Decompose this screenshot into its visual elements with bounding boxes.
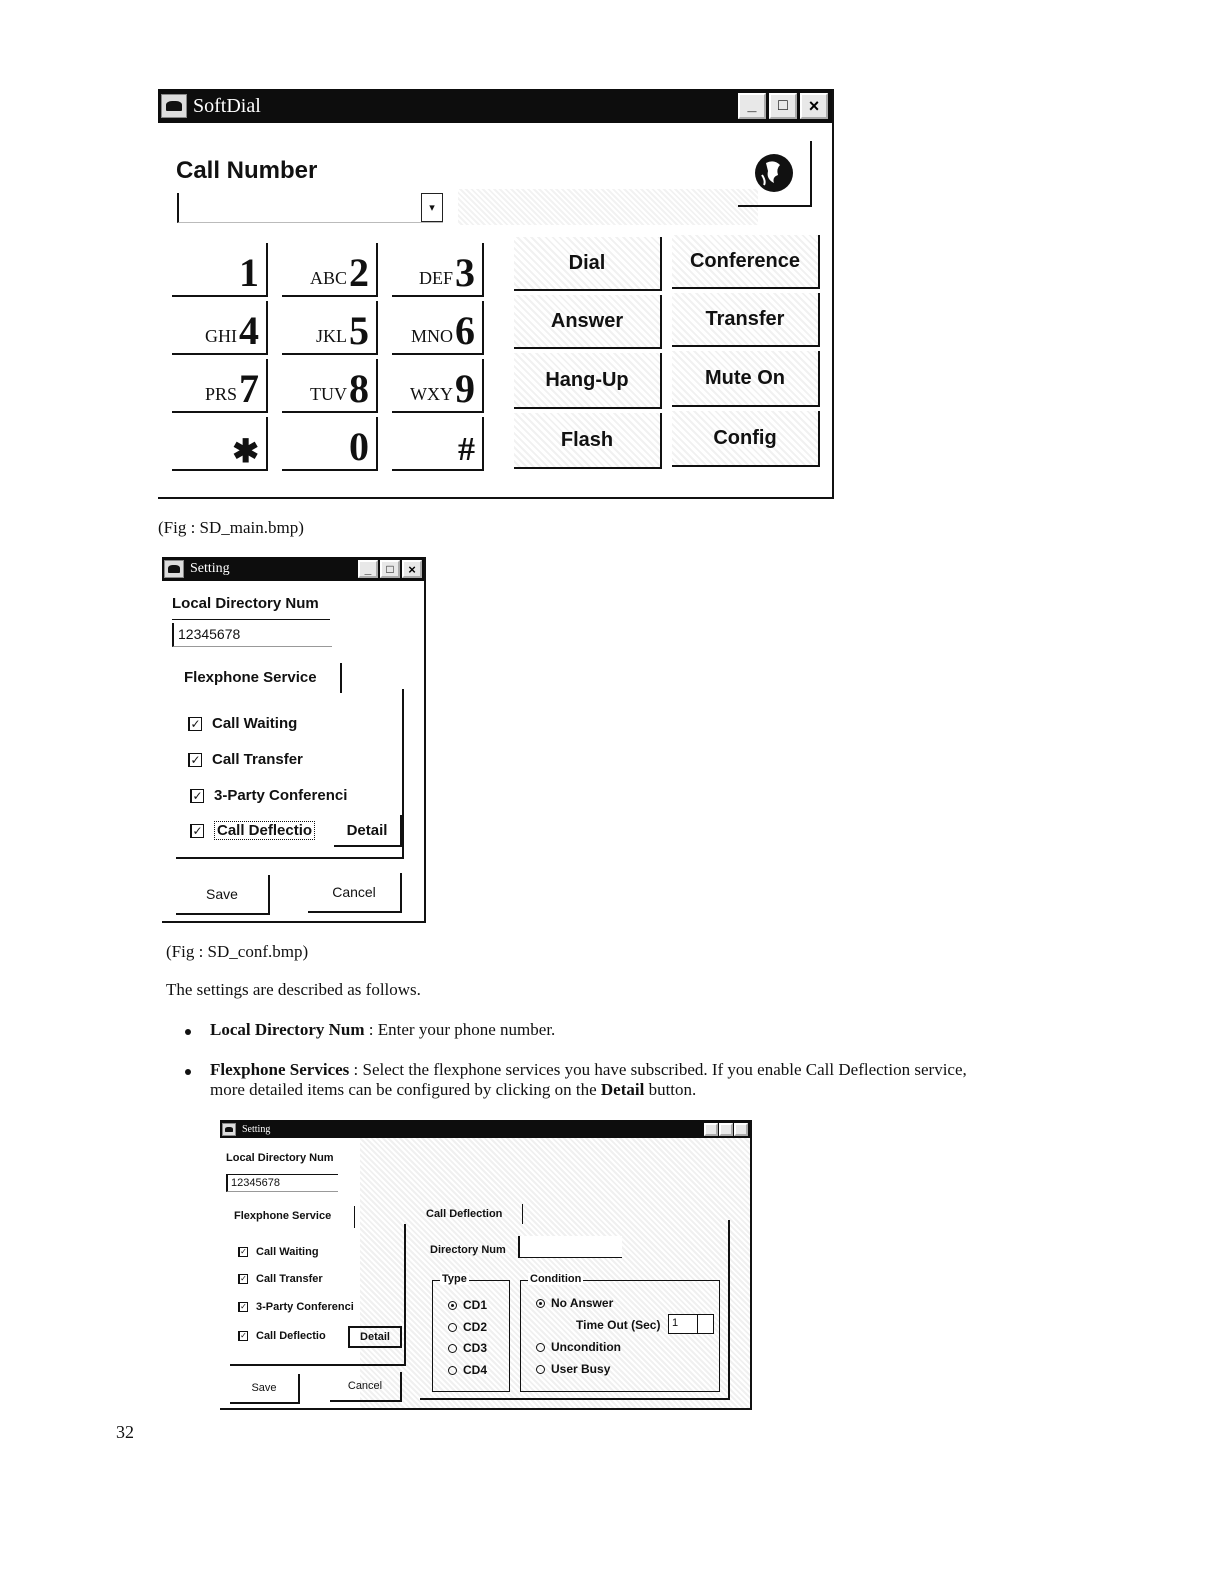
key-digit: ✱ (232, 433, 259, 469)
bullet-term: Flexphone Services (210, 1060, 350, 1079)
group-divider (340, 663, 342, 693)
key-7[interactable] (172, 359, 268, 413)
call-number-label: Call Number (176, 157, 318, 184)
checkmark-icon: ✓ (238, 1247, 248, 1257)
key-digit: # (458, 431, 475, 468)
checkbox-label: Call Deflectio (214, 821, 315, 840)
group-divider (522, 1204, 523, 1224)
group-frame-right (402, 689, 404, 857)
maximize-icon[interactable] (719, 1123, 733, 1136)
radio-label: CD3 (463, 1341, 488, 1355)
phone-icon (161, 94, 187, 118)
user-busy-radio[interactable] (536, 1362, 610, 1376)
key-letters: DEF (418, 268, 453, 288)
mute-on-button[interactable]: Mute On (672, 351, 820, 407)
uncondition-radio[interactable] (536, 1340, 621, 1354)
deflection-frame-bottom (420, 1398, 730, 1400)
directory-num-input[interactable] (518, 1236, 622, 1258)
cd2-radio[interactable] (448, 1320, 487, 1334)
timeout-stepper[interactable] (668, 1314, 714, 1334)
key-digit: 6 (455, 308, 475, 353)
key-letters: WXY (410, 384, 453, 404)
radio-selected-icon (536, 1299, 545, 1308)
key-digit: 8 (349, 366, 369, 411)
call-deflection-checkbox[interactable] (238, 1330, 326, 1342)
type-label: Type (442, 1273, 467, 1285)
checkmark-icon: ✓ (238, 1302, 248, 1312)
stepper-arrows-icon[interactable] (697, 1315, 713, 1333)
radio-label: Uncondition (551, 1340, 621, 1354)
intro-text: The settings are described as follows. (166, 980, 421, 999)
page-number: 32 (116, 1422, 134, 1442)
checkmark-icon: ✓ (188, 753, 202, 767)
flexphone-service-label: Flexphone Service (184, 669, 317, 686)
key-digit: 5 (349, 308, 369, 353)
cancel-button[interactable]: Cancel (330, 1372, 402, 1402)
key-6[interactable] (392, 301, 484, 355)
group-frame-right (404, 1224, 406, 1364)
key-4[interactable] (172, 301, 268, 355)
directory-num-label: Directory Num (430, 1244, 506, 1256)
maximize-button[interactable]: □ (380, 560, 400, 578)
answer-button[interactable]: Answer (514, 295, 662, 349)
close-button[interactable]: × (402, 560, 422, 578)
three-party-conference-checkbox[interactable] (190, 787, 347, 804)
cd4-radio[interactable] (448, 1363, 487, 1377)
key-1[interactable] (172, 243, 268, 297)
flash-button[interactable]: Flash (514, 413, 662, 469)
checkbox-label: 3-Party Conferenci (214, 787, 348, 804)
window-title: SoftDial (193, 94, 261, 117)
softdial-window (158, 89, 834, 499)
detail-button[interactable]: Detail (334, 815, 402, 847)
checkmark-icon: ✓ (238, 1274, 248, 1284)
radio-icon (448, 1344, 457, 1353)
config-button[interactable]: Config (672, 411, 820, 467)
bullet-flexphone-services (210, 1060, 1200, 1100)
call-deflection-checkbox[interactable] (190, 821, 315, 840)
key-0[interactable] (282, 417, 378, 471)
hang-up-button[interactable]: Hang-Up (514, 353, 662, 409)
checkbox-label: Call Transfer (256, 1273, 323, 1285)
key-letters: TUV (310, 384, 347, 404)
window-title: Setting (190, 561, 230, 576)
bullet-text-end: button. (644, 1080, 697, 1099)
detail-button[interactable]: Detail (348, 1326, 402, 1348)
conference-button[interactable]: Conference (672, 235, 820, 289)
minimize-button[interactable]: _ (358, 560, 378, 578)
key-letters: JKL (316, 326, 347, 346)
radio-icon (536, 1365, 545, 1374)
minimize-button[interactable]: _ (738, 93, 766, 119)
bullet-sep: : (364, 1020, 378, 1039)
key-digit: 9 (455, 366, 475, 411)
key-letters: GHI (205, 326, 237, 346)
bullet-text: Select the flexphone services you have subscribed. If you enable Call Deflection service, (362, 1060, 967, 1079)
radio-icon (536, 1343, 545, 1352)
setting-titlebar (162, 557, 424, 581)
close-icon[interactable] (734, 1123, 748, 1136)
key-letters: ABC (309, 268, 347, 288)
timeout-value: 1 (672, 1317, 679, 1329)
call-waiting-checkbox[interactable] (238, 1246, 319, 1258)
checkmark-icon: ✓ (190, 824, 204, 838)
label-underline (172, 619, 330, 620)
chevron-down-icon[interactable]: ▾ (421, 193, 443, 222)
bullet-icon (185, 1069, 191, 1075)
local-directory-value: 12345678 (231, 1177, 280, 1189)
save-button[interactable]: Save (176, 875, 270, 915)
call-deflection-label: Call Deflection (426, 1208, 503, 1220)
globe-phone-icon (752, 151, 796, 195)
group-frame-bottom (176, 857, 404, 859)
bullet-term: Detail (600, 1080, 645, 1099)
bullet-text: Enter your phone number. (377, 1020, 556, 1039)
group-frame-bottom (230, 1364, 406, 1366)
key-digit: 1 (239, 250, 259, 295)
radio-label: CD4 (463, 1363, 488, 1377)
call-transfer-checkbox[interactable] (238, 1273, 323, 1285)
banner-area (458, 189, 758, 225)
cancel-button[interactable]: Cancel (308, 873, 402, 913)
key-hash[interactable] (392, 417, 484, 471)
local-directory-value: 12345678 (178, 626, 241, 642)
three-party-conference-checkbox[interactable] (238, 1301, 354, 1313)
setting-detail-window (220, 1120, 752, 1410)
setting-titlebar (220, 1120, 750, 1138)
key-digit: 7 (239, 366, 259, 411)
figure-caption: (Fig : SD_conf.bmp) (166, 942, 309, 961)
key-digit: 3 (455, 250, 475, 295)
checkmark-icon: ✓ (238, 1331, 248, 1341)
cd3-radio[interactable] (448, 1341, 487, 1355)
figure-caption: (Fig : SD_main.bmp) (158, 518, 304, 537)
transfer-button[interactable]: Transfer (672, 293, 820, 347)
no-answer-radio[interactable] (536, 1296, 613, 1310)
bullet-icon (185, 1029, 191, 1035)
key-digit: 4 (239, 308, 259, 353)
window-title: Setting (242, 1123, 271, 1135)
local-directory-label: Local Directory Num (226, 1152, 334, 1164)
key-letters: MNO (410, 326, 453, 346)
checkmark-icon: ✓ (190, 789, 204, 803)
radio-icon (448, 1323, 457, 1332)
checkbox-label: 3-Party Conferenci (256, 1301, 354, 1313)
call-waiting-checkbox[interactable] (188, 715, 297, 732)
close-button[interactable]: × (800, 93, 828, 119)
radio-label: No Answer (551, 1296, 614, 1310)
setting-window (162, 557, 426, 923)
globe-button[interactable] (738, 141, 812, 207)
bullet-term: Local Directory Num (210, 1020, 365, 1039)
radio-label: User Busy (551, 1362, 611, 1376)
call-number-combobox[interactable] (177, 193, 443, 223)
flexphone-service-label: Flexphone Service (234, 1210, 332, 1222)
key-8[interactable] (282, 359, 378, 413)
local-directory-label: Local Directory Num (172, 595, 319, 612)
key-digit: 0 (349, 424, 369, 469)
checkmark-icon: ✓ (188, 717, 202, 731)
condition-label: Condition (530, 1273, 582, 1285)
maximize-button[interactable]: □ (769, 93, 797, 119)
minimize-icon[interactable] (704, 1123, 718, 1136)
checkbox-label: Call Waiting (256, 1246, 319, 1258)
checkbox-label: Call Waiting (212, 715, 298, 732)
radio-label: CD1 (463, 1298, 488, 1312)
bullet-local-directory (210, 1020, 555, 1040)
checkbox-label: Call Deflectio (256, 1330, 326, 1342)
key-9[interactable] (392, 359, 484, 413)
bullet-sep: : (349, 1060, 363, 1079)
radio-selected-icon (448, 1301, 457, 1310)
radio-icon (448, 1366, 457, 1375)
softdial-titlebar (158, 89, 832, 123)
key-digit: 2 (349, 250, 369, 295)
group-divider (354, 1206, 355, 1228)
deflection-frame-right (728, 1220, 730, 1398)
bullet-text-cont: more detailed items can be configured by clicking on the (210, 1080, 601, 1099)
key-2[interactable] (282, 243, 378, 297)
timeout-label: Time Out (Sec) (576, 1318, 661, 1332)
local-directory-input[interactable] (172, 623, 332, 647)
cd1-radio[interactable] (448, 1298, 487, 1312)
key-star[interactable] (172, 417, 268, 471)
save-button[interactable]: Save (230, 1374, 300, 1404)
dial-button[interactable]: Dial (514, 237, 662, 291)
local-directory-input[interactable] (226, 1174, 338, 1192)
phone-icon (164, 560, 184, 578)
radio-label: CD2 (463, 1320, 488, 1334)
checkbox-label: Call Transfer (212, 751, 303, 768)
key-letters: PRS (204, 384, 237, 404)
call-transfer-checkbox[interactable] (188, 751, 303, 768)
key-5[interactable] (282, 301, 378, 355)
key-3[interactable] (392, 243, 484, 297)
phone-icon (222, 1123, 236, 1136)
